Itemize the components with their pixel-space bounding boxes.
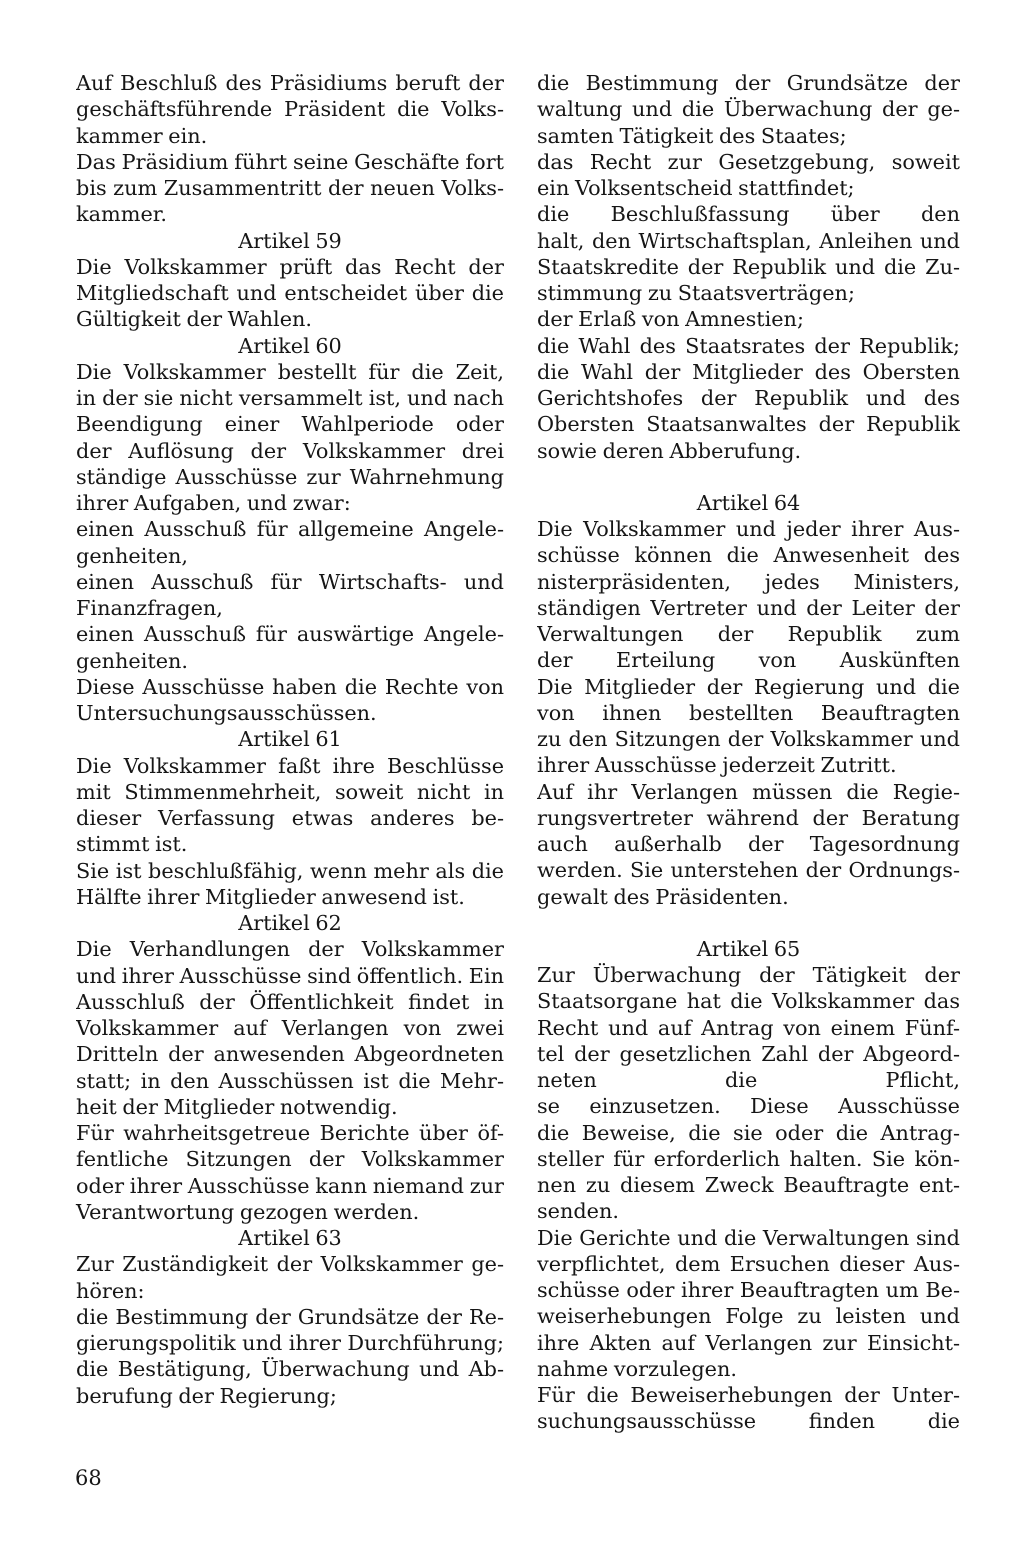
text-line: zu den Sitzungen der Volkskammer und [537,727,960,751]
text-line: Die Gerichte und die Verwaltungen sind [537,1225,960,1250]
text-line: dieser Verfassung etwas anderes be- [76,806,504,830]
text-line: stimmung zu Staatsverträgen; [537,281,855,305]
text-line: rungsvertreter während der Beratung [537,805,960,830]
text-line: steller für erforderlich halten. Sie kön- [537,1146,960,1171]
text-line: heit der Mitglieder notwendig. [76,1094,398,1119]
text-line: Verwaltungen der Republik zum [537,622,960,646]
text-line: Zur Zuständigkeit der Volkskammer ge- [76,1252,504,1277]
text-line: mit Stimmenmehrheit, soweit nicht in [76,779,504,804]
text-line: suchungsausschüsse finden die [537,1409,960,1434]
text-line: Für wahrheitsgetreue Berichte über öf- [76,1121,504,1145]
text-line: ständige Ausschüsse zur Wahrnehmung [76,464,504,489]
text-line: Dritteln der anwesenden Abgeordneten [76,1042,504,1067]
text-line: Die Volkskammer bestellt für die Zeit, [76,359,504,384]
text-line: ihre Akten auf Verlangen zur Einsicht- [537,1330,960,1355]
text-line: neten die Pflicht, [537,1068,960,1092]
text-line: Die Volkskammer prüft das Recht der [76,254,504,279]
text-line: Gerichtshofes der Republik und des [537,386,960,410]
text-line: Volkskammer auf Verlangen von zwei [76,1016,504,1040]
text-line: Beendigung einer Wahlperiode oder [76,412,504,437]
text-line: statt; in den Ausschüssen ist die Mehr- [76,1068,504,1093]
text-line: sowie deren Abberufung. [537,438,802,463]
text-line: die Wahl des Staatsrates der Republik; [537,333,960,358]
text-line: Staatsorgane hat die Volkskammer das [537,989,960,1014]
text-line: samten Tätigkeit des Staates; [537,123,847,148]
text-line: genheiten, [76,543,189,568]
text-line: Hälfte ihrer Mitglieder anwesend ist. [76,884,465,909]
article-heading: Artikel 59 [238,228,342,253]
paragraph-gap [537,464,960,490]
text-line: die Beweise, die sie oder die Antrag- [537,1120,960,1145]
text-line: auch außerhalb der Tagesordnung [537,832,960,856]
text-line: Das Präsidium führt seine Geschäfte fort [76,149,504,174]
right-column [537,70,960,1435]
article-heading: Artikel 63 [238,1226,342,1250]
text-line: schüsse oder ihrer Beauftragten um Be- [537,1278,960,1302]
text-line: der Erlaß von Amnestien; [537,307,804,332]
article-heading: Artikel 65 [696,936,801,961]
text-line: der Erteilung von Auskünften [537,648,960,673]
text-line: die Bestimmung der Grundsätze der Re- [76,1304,504,1329]
article-heading: Artikel 64 [696,490,801,515]
text-line: Die Volkskammer und jeder ihrer Aus- [537,517,960,541]
text-line: einen Ausschuß für auswärtige Angele- [76,622,504,647]
text-line: genheiten. [76,648,189,673]
text-line: kammer. [76,202,168,227]
text-line: Verantwortung gezogen werden. [76,1199,420,1224]
text-line: Sie ist beschlußfähig, wenn mehr als die [76,858,504,883]
left-column [76,70,504,1409]
text-line: einen Ausschuß für allgemeine Angele- [76,517,504,542]
text-line: hören: [76,1278,145,1303]
text-line: werden. Sie unterstehen der Ordnungs- [537,858,960,883]
text-line: verpflichtet, dem Ersuchen dieser Aus- [537,1251,960,1276]
text-line: schüsse können die Anwesenheit des [537,543,960,568]
article-heading: Artikel 61 [238,727,342,752]
text-line: Zur Überwachung der Tätigkeit der [537,963,960,987]
text-line: die Beschlußfassung über den [537,202,960,227]
text-line: se einzusetzen. Diese Ausschüsse [537,1094,960,1119]
text-line: senden. [537,1199,619,1224]
text-line: kammer ein. [76,123,208,148]
text-line: Finanzfragen, [76,596,223,620]
text-line: berufung der Regierung; [76,1383,337,1408]
text-line: oder ihrer Ausschüsse kann niemand zur [76,1173,504,1198]
text-line: Auf ihr Verlangen müssen die Regie- [537,779,960,804]
text-line: stimmt ist. [76,832,188,857]
text-line: waltung und die Überwachung der ge- [537,97,960,122]
text-line: ihrer Aufgaben, und zwar: [76,491,351,515]
text-line: Für die Beweiserhebungen der Unter- [537,1383,960,1407]
text-line: Die Volkskammer faßt ihre Beschlüsse [76,753,504,778]
text-line: die Bestimmung der Grundsätze der [537,71,960,95]
text-line: tel der gesetzlichen Zahl der Abgeord- [537,1041,960,1066]
text-line: ständigen Vertreter und der Leiter der [537,595,960,620]
text-line: Diese Ausschüsse haben die Rechte von [76,674,504,699]
text-line: nahme vorzulegen. [537,1356,737,1381]
text-line: von ihnen bestellten Beauftragten [537,700,960,725]
text-line: die Bestätigung, Überwachung und Ab- [76,1357,504,1382]
text-line: weiserhebungen Folge zu leisten und [537,1304,960,1329]
article-heading: Artikel 60 [238,333,342,358]
text-line: nen zu diesem Zweck Beauftragte ent- [537,1173,960,1197]
text-line: Recht und auf Antrag von einem Fünf- [537,1015,960,1040]
text-line: geschäftsführende Präsident die Volks- [76,97,504,122]
text-line: Gültigkeit der Wahlen. [76,307,313,332]
text-line: die Wahl der Mitglieder des Obersten [537,359,960,384]
text-line: Untersuchungsausschüssen. [76,701,377,725]
text-line: Die Verhandlungen der Volkskammer [76,937,504,962]
text-line: gierungspolitik und ihrer Durchführung; [76,1331,504,1355]
text-line: nisterpräsidenten, jedes Ministers, [537,569,960,594]
text-line: Ausschluß der Öffentlichkeit findet in [76,989,504,1014]
page-number: 68 [75,1466,102,1490]
text-line: einen Ausschuß für Wirtschafts- und [76,569,504,594]
text-line: gewalt des Präsidenten. [537,884,789,909]
text-line: der Auflösung der Volkskammer drei [76,438,504,463]
paragraph-gap [537,910,960,936]
text-line: ihrer Ausschüsse jederzeit Zutritt. [537,753,897,778]
text-line: Die Mitglieder der Regierung und die [537,674,960,699]
text-line: ein Volksentscheid stattfindet; [537,176,855,200]
text-line: fentliche Sitzungen der Volkskammer [76,1147,504,1172]
text-line: Staatskredite der Republik und die Zu- [537,254,960,279]
article-heading: Artikel 62 [238,911,342,935]
text-line: in der sie nicht versammelt ist, und nach [76,386,504,410]
text-line: bis zum Zusammentritt der neuen Volks- [76,176,504,200]
text-line: Obersten Staatsanwaltes der Republik [537,412,960,437]
text-line: Mitgliedschaft und entscheidet über die [76,281,504,305]
text-line: das Recht zur Gesetzgebung, soweit [537,149,960,174]
text-line: halt, den Wirtschaftsplan, Anleihen und [537,228,960,253]
text-line: Auf Beschluß des Präsidiums beruft der [76,71,504,95]
text-line: und ihrer Ausschüsse sind öffentlich. Ein [76,963,504,988]
